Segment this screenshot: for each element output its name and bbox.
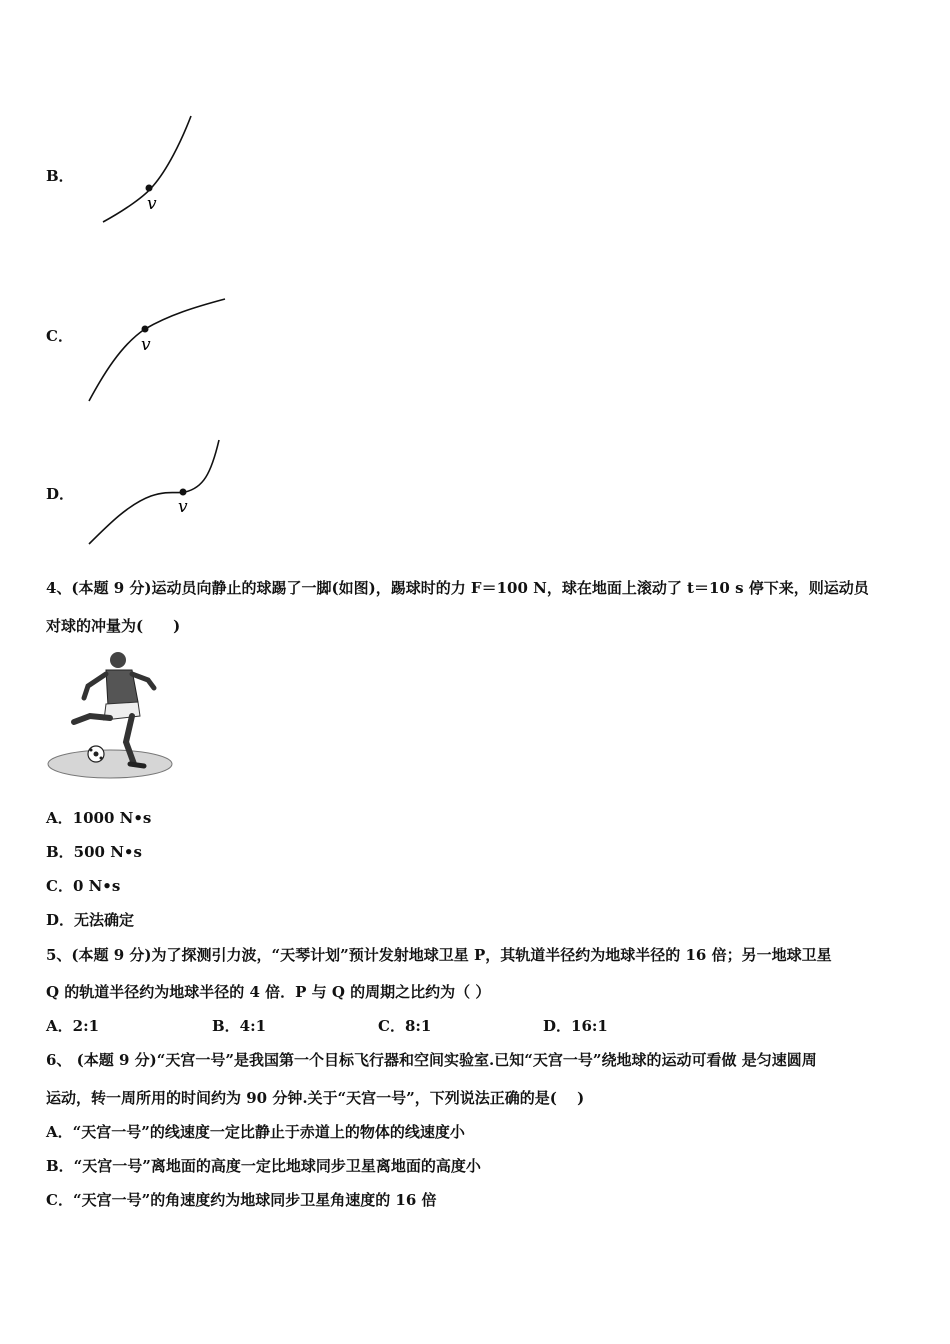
q6-option-b: B．“天宫一号”离地面的高度一定比地球同步卫星离地面的高度小 xyxy=(46,1157,481,1175)
curve-c-path xyxy=(89,299,225,401)
q4-text-line1: 4、(本题 9 分)运动员向静止的球踢了一脚(如图)，踢球时的力 F＝100 N，球在地面上滚动了 t＝10 s 停下来，则运动员 xyxy=(46,579,869,597)
q5-option-b: B．4:1 xyxy=(212,1017,267,1035)
curve-c-velocity-label: v xyxy=(141,335,151,355)
q4-option-c: C．0 N•s xyxy=(46,877,121,895)
option-b-figure xyxy=(95,112,205,227)
option-d-label: D． xyxy=(46,485,75,503)
q5-option-d: D．16:1 xyxy=(543,1017,608,1035)
curve-b-velocity-label: v xyxy=(147,194,157,214)
player-head xyxy=(110,652,126,668)
q4-option-d: D．无法确定 xyxy=(46,911,135,929)
q4-text-line2: 对球的冲量为( ) xyxy=(46,617,181,635)
player-left-arm xyxy=(84,674,106,698)
q6-option-c: C．“天宫一号”的角速度约为地球同步卫星角速度的 16 倍 xyxy=(46,1191,437,1209)
q5-option-a: A．2:1 xyxy=(46,1017,100,1035)
ground-shadow xyxy=(48,750,172,778)
player-shoe xyxy=(130,764,144,766)
curve-d-path xyxy=(89,440,219,544)
q5-text-line2: Q 的轨道半径约为地球半径的 4 倍．P 与 Q 的周期之比约为（ ） xyxy=(46,983,491,1001)
option-c-label: C． xyxy=(46,327,73,345)
curve-d-velocity-label: v xyxy=(178,497,188,517)
player-back-leg xyxy=(74,716,110,722)
q5-option-c: C．8:1 xyxy=(378,1017,432,1035)
option-d-figure xyxy=(85,434,235,549)
q4-option-a: A．1000 N•s xyxy=(46,809,152,827)
curve-c-point xyxy=(142,326,149,333)
option-b-label: B． xyxy=(46,167,74,185)
curve-b-point xyxy=(146,185,153,192)
curve-d-point xyxy=(180,489,187,496)
q6-text-line2: 运动，转一周所用的时间约为 90 分钟.关于“天宫一号”，下列说法正确的是( ) xyxy=(46,1089,585,1107)
q6-text-line1: 6、 (本题 9 分)“天宫一号”是我国第一个目标飞行器和空间实验室.已知“天宫一号”绕地球的运动可看做 是匀速圆周 xyxy=(46,1051,817,1069)
soccer-player-svg xyxy=(46,646,174,782)
q5-text-line1: 5、(本题 9 分)为了探测引力波，“天琴计划”预计发射地球卫星 P，其轨道半径约为地球半径的 16 倍；另一地球卫星 xyxy=(46,946,832,964)
soccer-player-illustration xyxy=(46,646,174,782)
curve-b-svg xyxy=(95,112,205,227)
q4-option-b: B．500 N•s xyxy=(46,843,142,861)
curve-c-svg xyxy=(85,295,235,405)
q6-option-a: A．“天宫一号”的线速度一定比静止于赤道上的物体的线速度小 xyxy=(46,1123,465,1141)
option-c-figure xyxy=(85,295,235,405)
curve-d-svg xyxy=(85,434,235,549)
